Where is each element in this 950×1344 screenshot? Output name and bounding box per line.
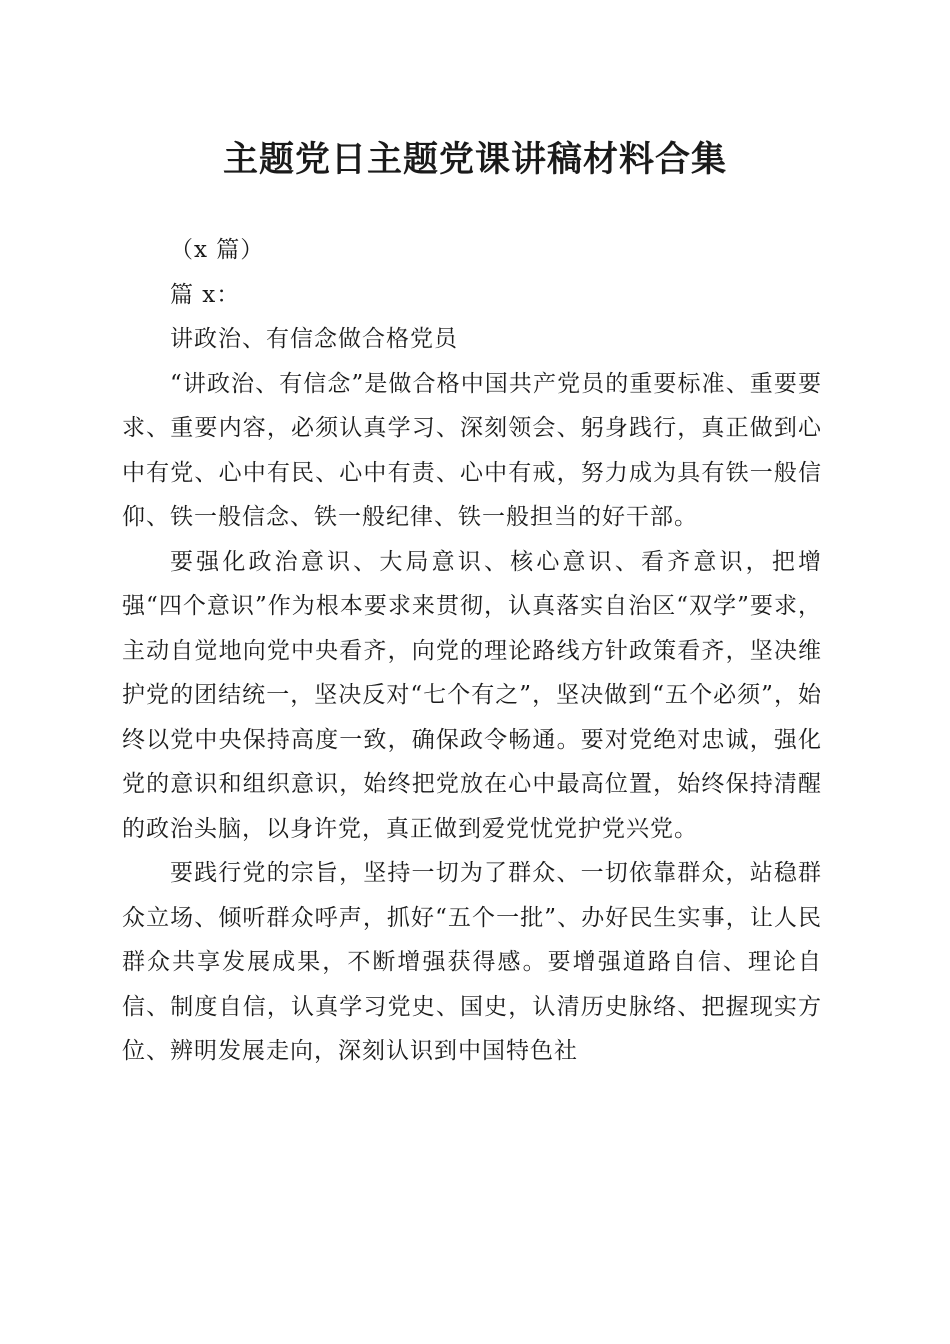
document-body	[122, 228, 822, 1074]
body-paragraph-1: “讲政治、有信念”是做合格中国共产党员的重要标准、重要要求、重要内容，必须认真学习、深刻领会、躬身践行，真正做到心中有党、心中有民、心中有责、心中有戒，努力成为具有铁一般信仰、铁一般信念、铁一般纪律、铁一般担当的好干部。	[122, 370, 822, 530]
body-paragraph-3: 要践行党的宗旨，坚持一切为了群众、一切依靠群众，站稳群众立场、倾听群众呼声，抓好“五个一批”、办好民生实事，让人民群众共享发展成果，不断增强获得感。要增强道路自信、理论自信、制度自信，认真学习党史、国史，认清历史脉络、把握现实方位、辨明发展走向，深刻认识到中国特色社	[122, 860, 822, 1064]
article-label: 篇 x：	[170, 281, 241, 308]
article-count-note: （x 篇）	[170, 237, 265, 263]
article-title: 讲政治、有信念做合格党员	[170, 326, 458, 352]
body-paragraph-2: 要强化政治意识、大局意识、核心意识、看齐意识，把增强“四个意识”作为根本要求来贯彻，认真落实自治区“双学”要求，主动自觉地向党中央看齐，向党的理论路线方针政策看齐，坚决维护党的团结统一，坚决反对“七个有之”，坚决做到“五个必须”，始终以党中央保持高度一致，确保政令畅通。要对党绝对忠诚，强化党的意识和组织意识，始终把党放在心中最高位置，始终保持清醒的政治头脑，以身许党，真正做到爱党忧党护党兴党。	[122, 548, 822, 842]
document-title: 主题党日主题党课讲稿材料合集	[222, 139, 727, 180]
